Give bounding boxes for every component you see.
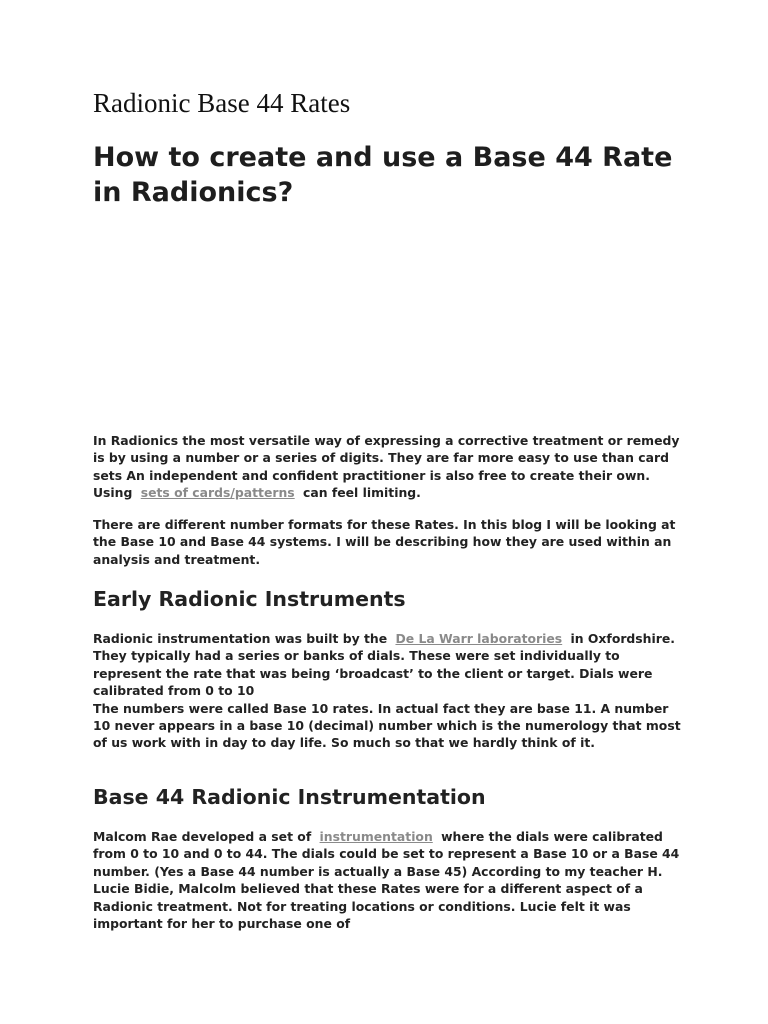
intro-paragraph	[93, 432, 683, 502]
early-text-end: in Oxfordshire. They typically had a series or banks of dials. These were set individually to represent the rate that was being ‘broadcast’ to the client or target. Dials were calibrated from 0 to 10	[93, 631, 675, 699]
section-heading-early-instruments: Early Radionic Instruments	[93, 587, 406, 611]
early-instruments-paragraph	[93, 630, 683, 752]
early-text: Radionic instrumentation was built by the	[93, 631, 388, 646]
main-heading: How to create and use a Base 44 Rate in Radionics?	[93, 142, 673, 208]
de-la-warr-link[interactable]: De La Warr laboratories	[395, 631, 563, 646]
base10-text: The numbers were called Base 10 rates. In actual fact they are base 11. A number 10 never appears in a base 10 (decimal) number which is the numerology that most of us work with in day to day life. So much so that we hardly think of it.	[93, 700, 681, 751]
instrumentation-link[interactable]: instrumentation	[319, 829, 433, 844]
base44-text-end: where the dials were calibrated from 0 to 10 and 0 to 44. The dials could be set to represent a Base 10 or a Base 44 number. (Yes a Base 44 number is actually a Base 45) According to my teacher H. Lucie Bidie, Malcolm believed that these Rates were for a different aspect of a Radionic treatment. Not for treating locations or conditions. Lucie felt it was important for her to purchase one of	[93, 829, 680, 932]
base44-text: Malcom Rae developed a set of	[93, 829, 312, 844]
base44-paragraph	[93, 828, 683, 932]
intro-text-end: can feel limiting.	[303, 485, 421, 501]
sets-of-cards-link[interactable]: sets of cards/patterns	[140, 485, 295, 501]
intro-text: In Radionics the most versatile way of expressing a corrective treatment or remedy is by using a number or a series of digits. They are far more easy to use than card sets An independent and confident practitioner is also free to create their own. Using	[93, 433, 680, 501]
section-heading-base44: Base 44 Radionic Instrumentation	[93, 785, 486, 809]
document-title: Radionic Base 44 Rates	[93, 88, 351, 118]
formats-paragraph: There are different number formats for these Rates. In this blog I will be looking at the Base 10 and Base 44 systems. I will be describing how they are used within an analysis and treatment.	[93, 517, 676, 567]
